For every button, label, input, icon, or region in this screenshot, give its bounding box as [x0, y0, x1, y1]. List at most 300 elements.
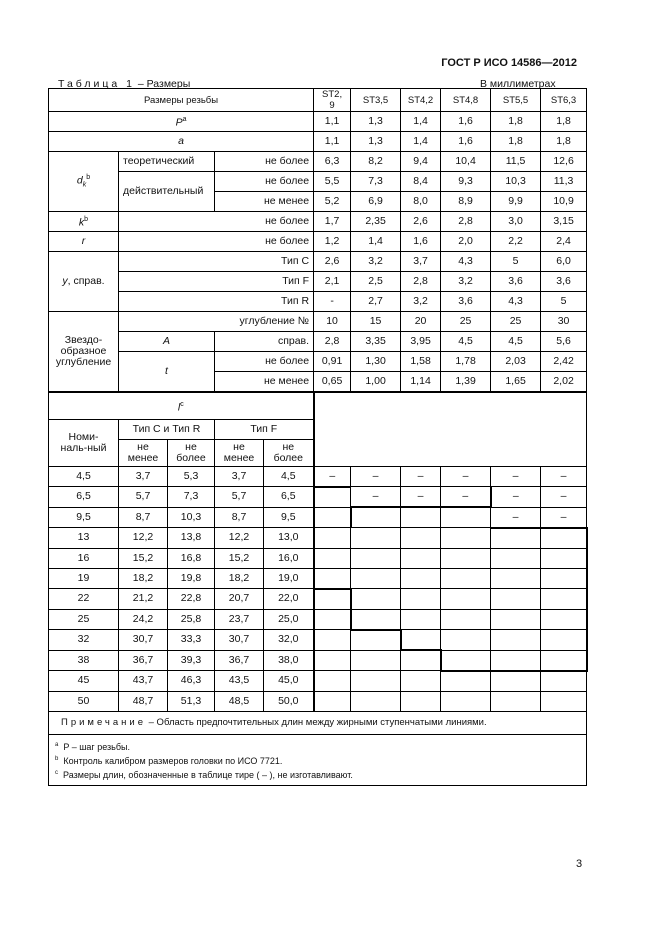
- value-cell: 2,4: [541, 232, 587, 252]
- value-cell: 1,6: [441, 132, 491, 152]
- limit-header: не менее: [215, 439, 264, 466]
- footnote-mark: c: [180, 400, 184, 408]
- value-cell: 5: [491, 252, 541, 272]
- preference-cell: [541, 528, 587, 549]
- condition-label: не более: [215, 172, 314, 192]
- type-c-r-header: Тип С и Тип R: [119, 419, 215, 439]
- row-label-y: [49, 252, 119, 312]
- preference-cell: [314, 548, 351, 568]
- value-cell: 2,1: [314, 272, 351, 292]
- footnote-mark: b: [86, 174, 91, 182]
- thread-size-column-header: ST4,2: [401, 89, 441, 112]
- value-cell: 1,30: [351, 352, 401, 372]
- length-value-cell: 45: [49, 671, 119, 692]
- preference-cell: [314, 487, 351, 508]
- length-value-cell: 51,3: [168, 691, 215, 711]
- preference-cell: [441, 568, 491, 589]
- type-f-header: Тип F: [215, 419, 314, 439]
- value-cell: 8,4: [401, 172, 441, 192]
- row-label-recess: Звездо- образное углубление: [49, 312, 119, 393]
- value-cell: 2,03: [491, 352, 541, 372]
- preference-cell: [314, 630, 351, 651]
- preference-cell: [491, 609, 541, 630]
- length-value-cell: 25,0: [264, 609, 314, 630]
- value-cell: 1,3: [351, 112, 401, 132]
- preference-cell: [491, 528, 541, 549]
- value-cell: 2,7: [351, 292, 401, 312]
- value-cell: 1,8: [491, 112, 541, 132]
- preference-cell: [351, 671, 401, 692]
- length-value-cell: 7,3: [168, 487, 215, 508]
- preference-cell: –: [401, 487, 441, 508]
- value-cell: 2,8: [401, 272, 441, 292]
- value-cell: 1,8: [491, 132, 541, 152]
- length-value-cell: 43,7: [119, 671, 168, 692]
- table-row: [49, 89, 587, 112]
- preference-cell: [401, 609, 441, 630]
- value-cell: 2,8: [314, 332, 351, 352]
- value-cell: 3,0: [491, 212, 541, 232]
- length-value-cell: 33,3: [168, 630, 215, 651]
- preference-cell: [401, 528, 441, 549]
- table-row: [49, 630, 587, 651]
- preference-cell: [351, 507, 401, 528]
- value-cell: 3,35: [351, 332, 401, 352]
- length-value-cell: 32: [49, 630, 119, 651]
- preference-cell: –: [441, 466, 491, 487]
- row-label-r: r: [49, 232, 119, 252]
- value-cell: 4,3: [441, 252, 491, 272]
- length-value-cell: 22,8: [168, 589, 215, 610]
- preference-cell: –: [401, 466, 441, 487]
- preference-cell: [491, 671, 541, 692]
- preference-cell: [541, 630, 587, 651]
- table-row: [49, 392, 587, 419]
- table-row: [49, 589, 587, 610]
- type-label: Тип R: [119, 292, 314, 312]
- value-cell: 4,3: [491, 292, 541, 312]
- value-cell: 3,6: [491, 272, 541, 292]
- preference-cell: –: [541, 507, 587, 528]
- row-label-k: [49, 212, 119, 232]
- value-cell: 10,3: [491, 172, 541, 192]
- table-row: [49, 132, 587, 152]
- value-cell: 1,4: [401, 132, 441, 152]
- table-row: [49, 172, 587, 192]
- condition-label: не более: [119, 212, 314, 232]
- table-row: [49, 312, 587, 332]
- length-value-cell: 19,8: [168, 568, 215, 589]
- value-cell: 4,5: [491, 332, 541, 352]
- table-row: [49, 548, 587, 568]
- condition-label: не более: [119, 232, 314, 252]
- thread-size-column-header: ST2, 9: [314, 89, 351, 112]
- value-cell: 0,65: [314, 372, 351, 393]
- preference-cell: [491, 548, 541, 568]
- value-cell: 1,78: [441, 352, 491, 372]
- table-row: [49, 152, 587, 172]
- preference-cell: [441, 507, 491, 528]
- value-cell: 2,35: [351, 212, 401, 232]
- param-symbol: P: [175, 116, 183, 129]
- value-cell: 1,7: [314, 212, 351, 232]
- recess-number-label: углубление №: [119, 312, 314, 332]
- preference-cell: [441, 650, 491, 671]
- length-value-cell: 13: [49, 528, 119, 549]
- blank-area: [314, 392, 587, 466]
- length-value-cell: 30,7: [119, 630, 168, 651]
- value-cell: 5,6: [541, 332, 587, 352]
- table-row: [49, 528, 587, 549]
- preference-cell: [401, 630, 441, 651]
- value-cell: 3,2: [441, 272, 491, 292]
- dimensions-table: [48, 88, 588, 786]
- footnote: [55, 739, 582, 753]
- length-value-cell: 9,5: [264, 507, 314, 528]
- preference-cell: [491, 568, 541, 589]
- value-cell: 25: [491, 312, 541, 332]
- preference-cell: [401, 671, 441, 692]
- value-cell: 2,2: [491, 232, 541, 252]
- length-value-cell: 10,3: [168, 507, 215, 528]
- table-note: [49, 711, 587, 734]
- condition-label: справ.: [215, 332, 314, 352]
- value-cell: 4,5: [441, 332, 491, 352]
- length-value-cell: 22: [49, 589, 119, 610]
- length-value-cell: 8,7: [119, 507, 168, 528]
- value-cell: 1,1: [314, 112, 351, 132]
- preference-cell: [541, 568, 587, 589]
- value-cell: 2,6: [314, 252, 351, 272]
- standard-designation: ГОСТ Р ИСО 14586—2012: [441, 57, 577, 69]
- preference-cell: [541, 548, 587, 568]
- length-value-cell: 13,0: [264, 528, 314, 549]
- caption-title: Размеры: [146, 78, 191, 90]
- preference-cell: [541, 589, 587, 610]
- row-label-l: [49, 392, 314, 419]
- type-label: Тип С: [119, 252, 314, 272]
- length-value-cell: 50: [49, 691, 119, 711]
- preference-cell: [351, 528, 401, 549]
- footnote-mark: c: [55, 769, 58, 776]
- condition-label: не более: [215, 352, 314, 372]
- preference-cell: [441, 528, 491, 549]
- condition-label: не менее: [215, 372, 314, 393]
- value-cell: 5,2: [314, 192, 351, 212]
- length-value-cell: 48,5: [215, 691, 264, 711]
- value-cell: 3,2: [401, 292, 441, 312]
- value-cell: 11,5: [491, 152, 541, 172]
- actual-label: действительный: [119, 172, 215, 212]
- value-cell: 10,4: [441, 152, 491, 172]
- condition-label: не более: [215, 152, 314, 172]
- preference-cell: [351, 589, 401, 610]
- length-value-cell: 12,2: [215, 528, 264, 549]
- theoretical-label: теоретический: [119, 152, 215, 172]
- preference-cell: [541, 650, 587, 671]
- footnote-mark: b: [84, 216, 89, 224]
- length-value-cell: 30,7: [215, 630, 264, 651]
- value-cell: 3,7: [401, 252, 441, 272]
- value-cell: 1,4: [351, 232, 401, 252]
- preference-cell: –: [491, 466, 541, 487]
- length-value-cell: 22,0: [264, 589, 314, 610]
- preference-cell: [401, 568, 441, 589]
- length-value-cell: 18,2: [119, 568, 168, 589]
- footnote-mark: b: [55, 755, 59, 762]
- length-value-cell: 36,7: [215, 650, 264, 671]
- preference-cell: [441, 671, 491, 692]
- value-cell: 3,15: [541, 212, 587, 232]
- length-value-cell: 43,5: [215, 671, 264, 692]
- footnote-text: P – шаг резьбы.: [63, 741, 130, 752]
- length-value-cell: 3,7: [215, 466, 264, 487]
- param-suffix: , справ.: [67, 275, 105, 287]
- preference-cell: –: [314, 466, 351, 487]
- value-cell: 20: [401, 312, 441, 332]
- length-value-cell: 25: [49, 609, 119, 630]
- limit-header: не более: [264, 439, 314, 466]
- preference-cell: [441, 609, 491, 630]
- value-cell: 8,2: [351, 152, 401, 172]
- row-label-dk: [49, 152, 119, 212]
- preference-cell: [314, 507, 351, 528]
- value-cell: 1,6: [441, 112, 491, 132]
- preference-cell: [491, 589, 541, 610]
- preference-cell: [314, 691, 351, 711]
- value-cell: 6,9: [351, 192, 401, 212]
- length-value-cell: 15,2: [119, 548, 168, 568]
- footnotes: [49, 734, 587, 785]
- param-symbol: y: [62, 275, 68, 287]
- note-label: Примечание: [61, 717, 146, 728]
- table-row: [49, 112, 587, 132]
- value-cell: 9,9: [491, 192, 541, 212]
- length-value-cell: 39,3: [168, 650, 215, 671]
- length-value-cell: 38,0: [264, 650, 314, 671]
- length-value-cell: 16,0: [264, 548, 314, 568]
- value-cell: 3,6: [441, 292, 491, 312]
- length-value-cell: 45,0: [264, 671, 314, 692]
- preference-cell: –: [491, 487, 541, 508]
- preference-cell: [351, 568, 401, 589]
- preference-cell: [401, 548, 441, 568]
- page-number: 3: [576, 858, 583, 870]
- preference-cell: [351, 650, 401, 671]
- value-cell: 1,3: [351, 132, 401, 152]
- preference-cell: –: [441, 487, 491, 508]
- length-value-cell: 48,7: [119, 691, 168, 711]
- table-row: [49, 711, 587, 734]
- value-cell: 2,42: [541, 352, 587, 372]
- preference-cell: –: [541, 466, 587, 487]
- footnote-mark: a: [55, 741, 59, 748]
- value-cell: 2,6: [401, 212, 441, 232]
- preference-cell: [314, 671, 351, 692]
- length-value-cell: 38: [49, 650, 119, 671]
- table-row: [49, 671, 587, 692]
- value-cell: 1,4: [401, 112, 441, 132]
- preference-cell: [491, 691, 541, 711]
- value-cell: 1,8: [541, 112, 587, 132]
- length-value-cell: 16: [49, 548, 119, 568]
- value-cell: 9,3: [441, 172, 491, 192]
- value-cell: 0,91: [314, 352, 351, 372]
- thread-size-column-header: ST6,3: [541, 89, 587, 112]
- thread-size-column-header: ST4,8: [441, 89, 491, 112]
- value-cell: 30: [541, 312, 587, 332]
- value-cell: 1,6: [401, 232, 441, 252]
- type-label: Тип F: [119, 272, 314, 292]
- value-cell: 5: [541, 292, 587, 312]
- value-cell: 1,14: [401, 372, 441, 393]
- footnote: [55, 753, 582, 767]
- table-row: [49, 487, 587, 508]
- preference-cell: [441, 548, 491, 568]
- length-value-cell: 36,7: [119, 650, 168, 671]
- note-text: – Область предпочтительных длин между жирными ступенчатыми линиями.: [146, 717, 487, 728]
- limit-header: не менее: [119, 439, 168, 466]
- length-value-cell: 5,7: [119, 487, 168, 508]
- preference-cell: [351, 609, 401, 630]
- units-label: В миллиметрах: [480, 78, 556, 90]
- recess-t-label: t: [119, 352, 215, 393]
- preference-cell: [541, 691, 587, 711]
- thread-size-header: Размеры резьбы: [49, 89, 314, 112]
- value-cell: 1,2: [314, 232, 351, 252]
- limit-header: не более: [168, 439, 215, 466]
- condition-label: не менее: [215, 192, 314, 212]
- length-value-cell: 15,2: [215, 548, 264, 568]
- table-row: [49, 691, 587, 711]
- length-value-cell: 16,8: [168, 548, 215, 568]
- table-row: [49, 292, 587, 312]
- table-row: [49, 650, 587, 671]
- length-value-cell: 50,0: [264, 691, 314, 711]
- length-value-cell: 19,0: [264, 568, 314, 589]
- row-label-P: [49, 112, 314, 132]
- length-value-cell: 24,2: [119, 609, 168, 630]
- footnote-mark: a: [182, 116, 187, 124]
- footnote-text: Контроль калибром размеров головки по ИСО 7721.: [63, 755, 283, 766]
- row-label-a: a: [49, 132, 314, 152]
- value-cell: 2,0: [441, 232, 491, 252]
- preference-cell: [351, 691, 401, 711]
- param-symbol: d: [76, 174, 83, 187]
- value-cell: 7,3: [351, 172, 401, 192]
- table-row: [49, 232, 587, 252]
- preference-cell: [314, 609, 351, 630]
- preference-cell: [401, 691, 441, 711]
- value-cell: 2,02: [541, 372, 587, 393]
- preference-cell: [314, 568, 351, 589]
- preference-cell: –: [541, 487, 587, 508]
- table-row: [49, 734, 587, 785]
- value-cell: 10,9: [541, 192, 587, 212]
- value-cell: 1,39: [441, 372, 491, 393]
- value-cell: 15: [351, 312, 401, 332]
- length-value-cell: 4,5: [264, 466, 314, 487]
- footnote-text: Размеры длин, обозначенные в таблице тире ( – ), не изготавливают.: [63, 769, 353, 780]
- preference-cell: [491, 630, 541, 651]
- table-row: [49, 507, 587, 528]
- thread-size-column-header: ST3,5: [351, 89, 401, 112]
- preference-cell: [351, 630, 401, 651]
- value-cell: -: [314, 292, 351, 312]
- preference-cell: [441, 589, 491, 610]
- preference-cell: [314, 650, 351, 671]
- value-cell: 3,95: [401, 332, 441, 352]
- value-cell: 2,5: [351, 272, 401, 292]
- length-value-cell: 9,5: [49, 507, 119, 528]
- caption-dash: –: [137, 78, 144, 90]
- length-value-cell: 8,7: [215, 507, 264, 528]
- recess-A-label: A: [119, 332, 215, 352]
- preference-cell: [441, 691, 491, 711]
- preference-cell: [491, 650, 541, 671]
- preference-cell: [401, 650, 441, 671]
- length-value-cell: 21,2: [119, 589, 168, 610]
- table-row: [49, 466, 587, 487]
- param-subscript: k: [82, 181, 87, 189]
- length-value-cell: 6,5: [49, 487, 119, 508]
- value-cell: 6,3: [314, 152, 351, 172]
- preference-cell: [541, 609, 587, 630]
- value-cell: 8,9: [441, 192, 491, 212]
- table-row: [49, 568, 587, 589]
- value-cell: 1,8: [541, 132, 587, 152]
- length-value-cell: 5,3: [168, 466, 215, 487]
- value-cell: 2,8: [441, 212, 491, 232]
- value-cell: 1,1: [314, 132, 351, 152]
- length-value-cell: 5,7: [215, 487, 264, 508]
- value-cell: 9,4: [401, 152, 441, 172]
- value-cell: 1,65: [491, 372, 541, 393]
- preference-cell: [314, 528, 351, 549]
- value-cell: 6,0: [541, 252, 587, 272]
- length-value-cell: 32,0: [264, 630, 314, 651]
- table-row: [49, 332, 587, 352]
- nominal-length-header: Номи- наль-ный: [49, 419, 119, 466]
- table-row: [49, 252, 587, 272]
- value-cell: 12,6: [541, 152, 587, 172]
- caption-label: Таблица 1: [58, 78, 135, 90]
- table-row: [49, 609, 587, 630]
- length-value-cell: 3,7: [119, 466, 168, 487]
- length-value-cell: 18,2: [215, 568, 264, 589]
- value-cell: 5,5: [314, 172, 351, 192]
- footnote: [55, 767, 582, 781]
- length-value-cell: 13,8: [168, 528, 215, 549]
- length-value-cell: 19: [49, 568, 119, 589]
- preference-cell: [401, 589, 441, 610]
- value-cell: 1,58: [401, 352, 441, 372]
- length-value-cell: 4,5: [49, 466, 119, 487]
- value-cell: 8,0: [401, 192, 441, 212]
- value-cell: 10: [314, 312, 351, 332]
- value-cell: 25: [441, 312, 491, 332]
- length-value-cell: 6,5: [264, 487, 314, 508]
- preference-cell: [401, 507, 441, 528]
- preference-cell: [441, 630, 491, 651]
- length-value-cell: 23,7: [215, 609, 264, 630]
- preference-cell: –: [491, 507, 541, 528]
- preference-cell: –: [351, 466, 401, 487]
- preference-cell: [351, 548, 401, 568]
- param-symbol: k: [78, 216, 85, 229]
- param-symbol: l: [177, 401, 181, 413]
- table-row: [49, 352, 587, 372]
